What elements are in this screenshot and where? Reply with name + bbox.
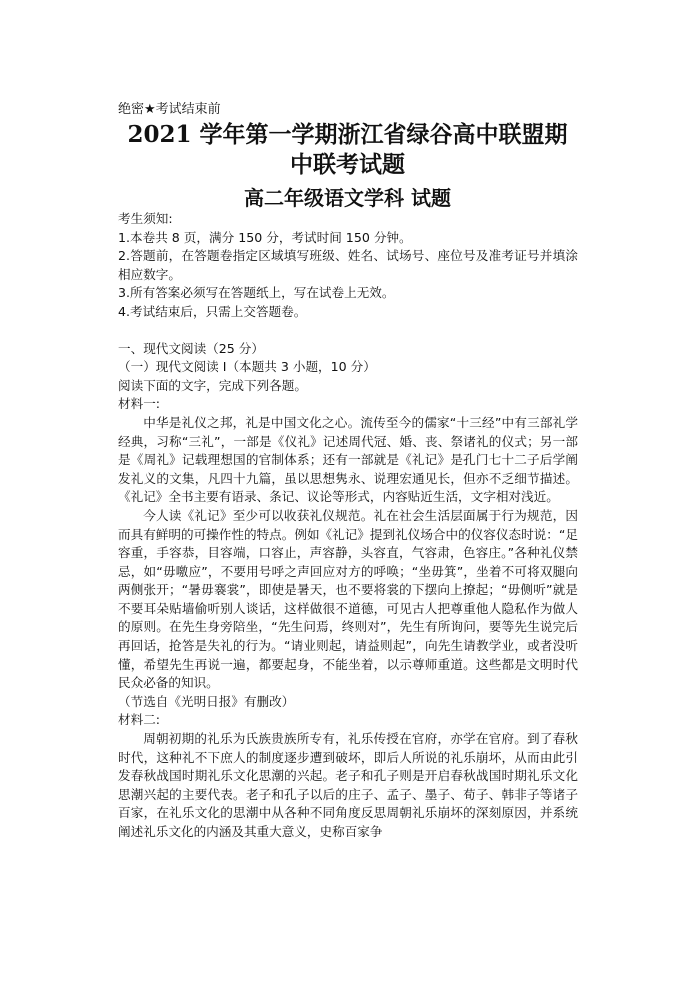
exam-title-line1: 2021 学年第一学期浙江省绿谷高中联盟期 bbox=[127, 121, 568, 148]
notice-heading: 考生须知: bbox=[118, 211, 173, 226]
exam-subtitle: 高二年级语文学科 试题 bbox=[244, 186, 451, 210]
notice-item-3: 3.所有答案必须写在答题纸上，写在试卷上无效。 bbox=[118, 285, 395, 301]
confidential-mark: 绝密★考试结束前 bbox=[118, 102, 221, 117]
notice-item-2: 2.答题前，在答题卷指定区域填写班级、姓名、试场号、座位号及准考证号并填涂相应数字。 bbox=[118, 248, 578, 282]
material1-paragraph-1: 中华是礼仪之邦，礼是中国文化之心。流传至今的儒家“十三经”中有三部礼学经典，习称“三礼”，一部是《仪礼》记述周代冠、婚、丧、祭诸礼的仪式；另一部是《周礼》记载理想国的官制体系；还有一部就是《礼记》是孔门七十二子后学阐发礼义的文集，凡四十九篇，虽以思想隽永、说理宏通见长，但亦不乏细节描述。《礼记》全书主要有语录、条记、议论等形式，内容贴近生活，文字相对浅近。 bbox=[118, 414, 578, 505]
reading-instruction: 阅读下面的文字，完成下列各题。 bbox=[118, 377, 307, 393]
exam-title-line2: 中联考试题 bbox=[290, 151, 405, 178]
spacer bbox=[118, 322, 578, 340]
material2-label: 材料二: bbox=[118, 712, 161, 728]
notice-item-1: 1.本卷共 8 页，满分 150 分，考试时间 150 分钟。 bbox=[118, 229, 412, 245]
material1-label: 材料一: bbox=[118, 396, 161, 412]
part1-subheading: （一）现代文阅读 Ⅰ（本题共 3 小题，10 分） bbox=[118, 359, 376, 375]
notice-item-4: 4.考试结束后，只需上交答题卷。 bbox=[118, 303, 307, 319]
part1-heading: 一、现代文阅读（25 分） bbox=[118, 340, 264, 356]
exam-body bbox=[118, 210, 578, 842]
material2-paragraph-1: 周朝初期的礼乐为氏族贵族所专有，礼乐传授在官府，亦学在官府。到了春秋时代，这种礼不下庶人的制度逐步遭到破坏，即后人所说的礼乐崩坏，从而由此引发春秋战国时期礼乐文化思潮的兴起。老子和孔子则是开启春秋战国时期礼乐文化思潮兴起的主要代表。老子和孔子以后的庄子、孟子、墨子、荀子、韩非子等诸子百家，在礼乐文化的思潮中从各种不同角度反思周朝礼乐崩坏的深刻原因，并系统阐述礼乐文化的内涵及其重大意义，史称百家争 bbox=[118, 731, 578, 839]
material1-paragraph-2: 今人读《礼记》至少可以收获礼仪规范。礼在社会生活层面属于行为规范，因而具有鲜明的可操作性的特点。例如《礼记》提到礼仪场合中的仪容仪态时说：“足容重，手容恭，目容端，口容止，声容静，头容直，气容肃，色容庄。”各种礼仪禁忌，如“毋噭应”，不要用号呼之声回应对方的呼唤；“坐毋箕”，坐着不可将双腿向两侧张开；“暑毋褰裳”，即使是暑天，也不要将裳的下摆向上撩起；“毋侧听”就是不要耳朵贴墙偷听别人谈话，这样做很不道德，可见古人把尊重他人隐私作为做人的原则。在先生身旁陪坐，“先生问焉，终则对”，先生有所询问，要等先生说完后再回话，抢答是失礼的行为。“请业则起，请益则起”，向先生请教学业，或者没听懂，希望先生再说一遍，都要起身，不能坐着，以示尊师重道。这些都是文明时代民众必备的知识。 bbox=[118, 507, 578, 691]
material1-source: （节选自《光明日报》有删改） bbox=[118, 693, 295, 709]
